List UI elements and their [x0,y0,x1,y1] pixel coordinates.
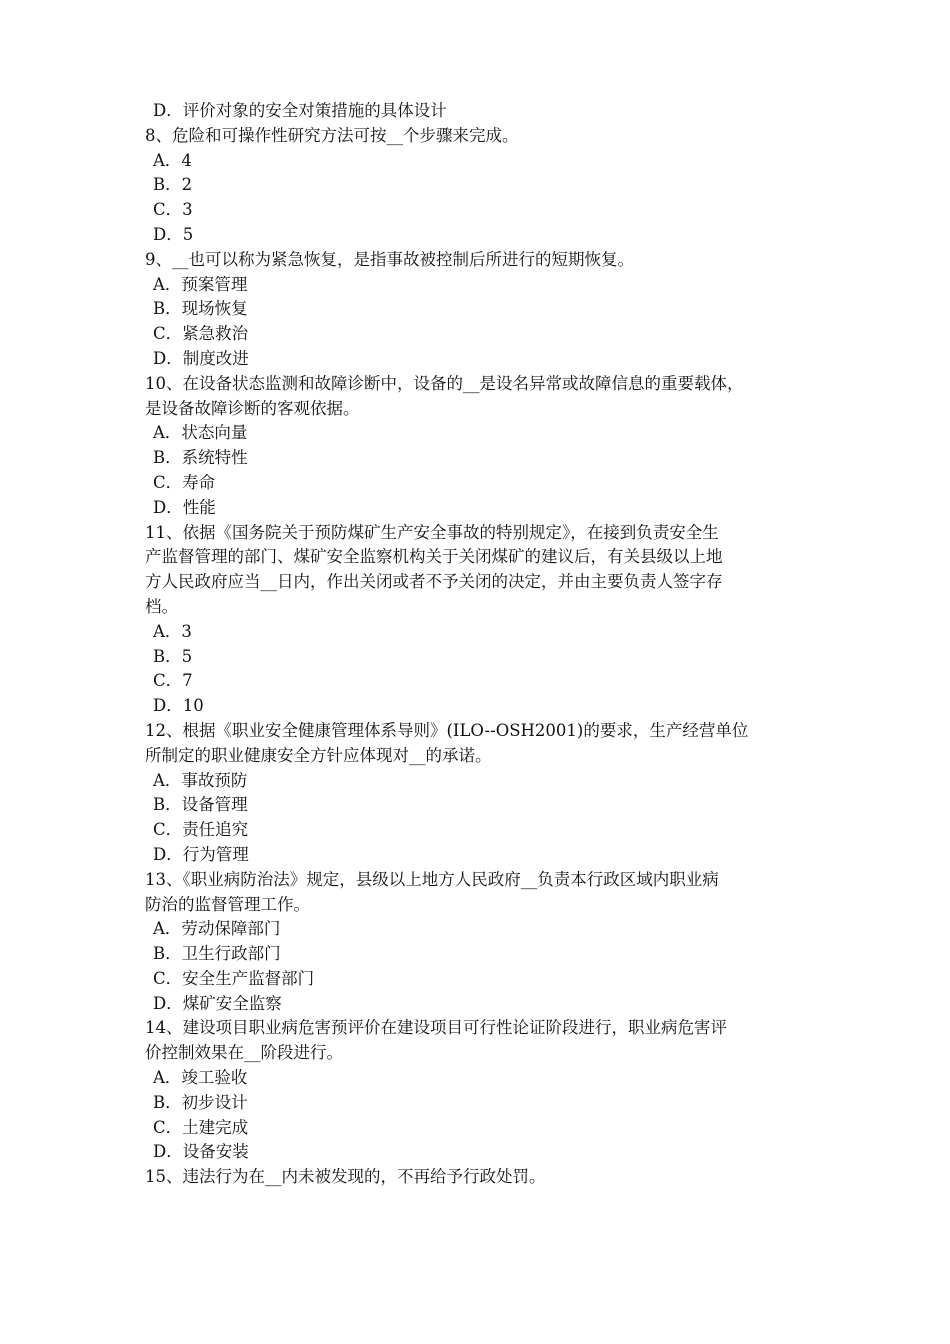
question-text: 14、建设项目职业病危害预评价在建设项目可行性论证阶段进行，职业病危害评 [145,1018,727,1038]
answer-option: D．性能 [153,497,216,517]
document-body [145,99,810,1190]
question-text: 8、危险和可操作性研究方法可按__个步骤来完成。 [145,125,519,145]
answer-option: D．煤矿安全监察 [153,993,282,1013]
answer-option: D．制度改进 [153,348,249,368]
question-text: 档。 [145,596,178,616]
answer-option: D．10 [153,696,204,716]
answer-option: B．初步设计 [153,1092,248,1112]
answer-option: D．5 [153,224,194,244]
answer-option: A．劳动保障部门 [153,919,281,939]
answer-option: A．3 [153,621,192,641]
answer-option: A．事故预防 [153,770,248,790]
question-text: 所制定的职业健康安全方针应体现对__的承诺。 [145,745,492,765]
answer-option: B．2 [153,175,193,195]
answer-option: A．预案管理 [153,274,248,294]
question-text: 11、依据《国务院关于预防煤矿生产安全事故的特别规定》，在接到负责安全生 [145,522,719,542]
answer-option: B．现场恢复 [153,299,248,319]
answer-option: B．系统特性 [153,448,248,468]
answer-option: B．卫生行政部门 [153,944,281,964]
answer-option: B．5 [153,646,193,666]
question-text: 产监督管理的部门、煤矿安全监察机构关于关闭煤矿的建议后，有关县级以上地 [145,547,723,567]
answer-option: C．安全生产监督部门 [153,968,315,988]
question-text: 15、违法行为在__内未被发现的，不再给予行政处罚。 [145,1167,546,1187]
answer-option: B．设备管理 [153,795,248,815]
answer-option: C．土建完成 [153,1117,249,1137]
question-text: 方人民政府应当__日内，作出关闭或者不予关闭的决定，并由主要负责人签字存 [145,572,723,592]
answer-option: D．行为管理 [153,844,249,864]
answer-option: C．7 [153,671,193,691]
answer-option: D．评价对象的安全对策措施的具体设计 [153,101,447,120]
answer-option: C．责任追究 [153,820,249,840]
question-text: 13、《职业病防治法》规定，县级以上地方人民政府__负责本行政区域内职业病 [145,869,719,889]
question-text: 12、根据《职业安全健康管理体系导则》(ILO--OSH2001)的要求，生产经营单位 [145,720,749,740]
answer-option: D．设备安装 [153,1142,249,1162]
question-text: 9、__也可以称为紧急恢复，是指事故被控制后所进行的短期恢复。 [145,249,634,269]
question-text: 10、在设备状态监测和故障诊断中，设备的__是设名异常或故障信息的重要载体， [145,373,744,393]
answer-option: A．4 [153,150,192,170]
question-text: 价控制效果在__阶段进行。 [145,1043,343,1063]
answer-option: A．状态向量 [153,423,248,443]
answer-option: C．3 [153,200,193,220]
answer-option: C．紧急救治 [153,324,249,344]
answer-option: A．竣工验收 [153,1068,248,1088]
answer-option: C．寿命 [153,472,216,492]
question-text: 是设备故障诊断的客观依据。 [145,398,360,418]
question-text: 防治的监督管理工作。 [145,894,310,914]
